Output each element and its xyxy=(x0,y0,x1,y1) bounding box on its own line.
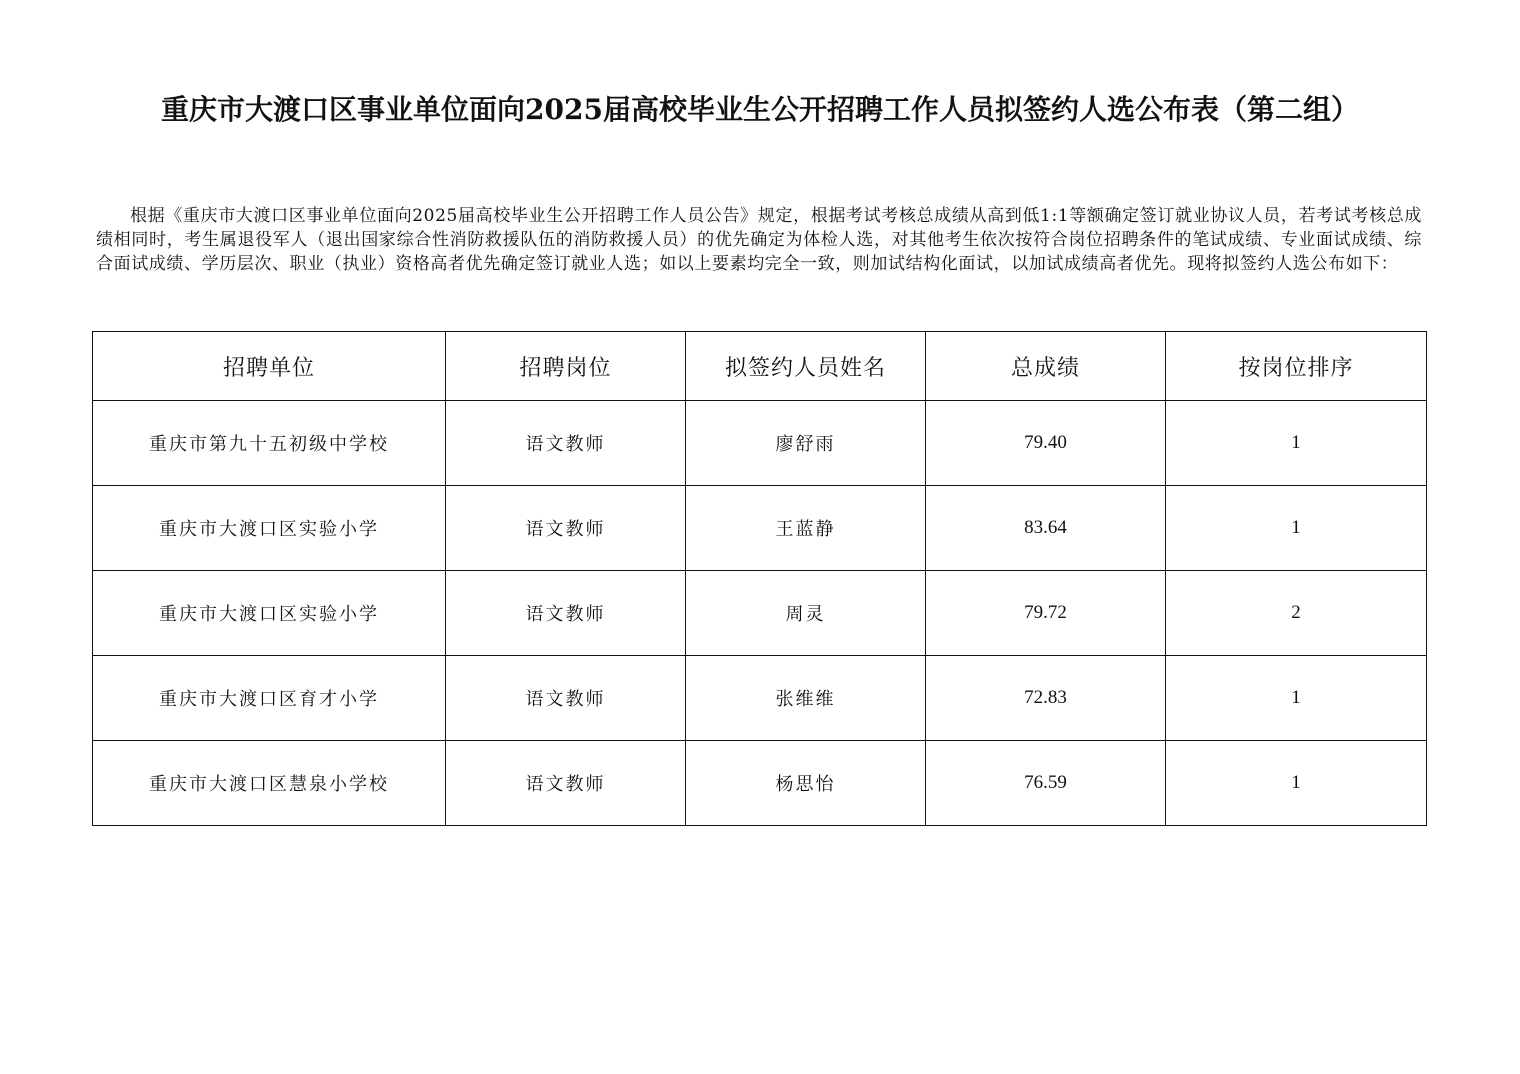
cell-unit: 重庆市大渡口区育才小学 xyxy=(93,656,446,741)
cell-name: 王蓝静 xyxy=(686,486,926,571)
cell-name: 周灵 xyxy=(686,571,926,656)
cell-unit: 重庆市大渡口区实验小学 xyxy=(93,486,446,571)
cell-position: 语文教师 xyxy=(446,486,686,571)
cell-total-score: 79.72 xyxy=(926,571,1166,656)
candidate-table xyxy=(92,331,1427,826)
cell-rank: 2 xyxy=(1166,571,1427,656)
cell-unit: 重庆市第九十五初级中学校 xyxy=(93,401,446,486)
cell-position: 语文教师 xyxy=(446,656,686,741)
cell-total-score: 79.40 xyxy=(926,401,1166,486)
header-total-score: 总成绩 xyxy=(926,332,1166,401)
header-name: 拟签约人员姓名 xyxy=(686,332,926,401)
header-row xyxy=(93,332,1427,401)
cell-total-score: 72.83 xyxy=(926,656,1166,741)
cell-position: 语文教师 xyxy=(446,401,686,486)
cell-position: 语文教师 xyxy=(446,571,686,656)
cell-rank: 1 xyxy=(1166,401,1427,486)
cell-rank: 1 xyxy=(1166,741,1427,826)
header-unit: 招聘单位 xyxy=(93,332,446,401)
table-row xyxy=(93,486,1427,571)
cell-unit: 重庆市大渡口区实验小学 xyxy=(93,571,446,656)
cell-total-score: 76.59 xyxy=(926,741,1166,826)
table-row xyxy=(93,656,1427,741)
document-title: 重庆市大渡口区事业单位面向2025届高校毕业生公开招聘工作人员拟签约人选公布表（第二组） xyxy=(161,93,1359,126)
cell-rank: 1 xyxy=(1166,486,1427,571)
cell-position: 语文教师 xyxy=(446,741,686,826)
cell-total-score: 83.64 xyxy=(926,486,1166,571)
intro-paragraph: 根据《重庆市大渡口区事业单位面向2025届高校毕业生公开招聘工作人员公告》规定，根据考试考核总成绩从高到低1:1等额确定签订就业协议人员，若考试考核总成绩相同时，考生属退役军人（退出国家综合性消防救援队伍的消防救援人员）的优先确定为体检人选，对其他考生依次按符合岗位招聘条件的笔试成绩、专业面试成绩、综合面试成绩、学历层次、职业（执业）资格高者优先确定签订就业人选；如以上要素均完全一致，则加试结构化面试，以加试成绩高者优先。现将拟签约人选公布如下： xyxy=(96,206,1422,274)
table-body xyxy=(93,401,1427,826)
header-position: 招聘岗位 xyxy=(446,332,686,401)
cell-name: 廖舒雨 xyxy=(686,401,926,486)
cell-name: 张维维 xyxy=(686,656,926,741)
table-row xyxy=(93,571,1427,656)
cell-rank: 1 xyxy=(1166,656,1427,741)
table-row xyxy=(93,401,1427,486)
cell-name: 杨思怡 xyxy=(686,741,926,826)
table-header xyxy=(93,332,1427,401)
cell-unit: 重庆市大渡口区慧泉小学校 xyxy=(93,741,446,826)
header-rank: 按岗位排序 xyxy=(1166,332,1427,401)
table-row xyxy=(93,741,1427,826)
